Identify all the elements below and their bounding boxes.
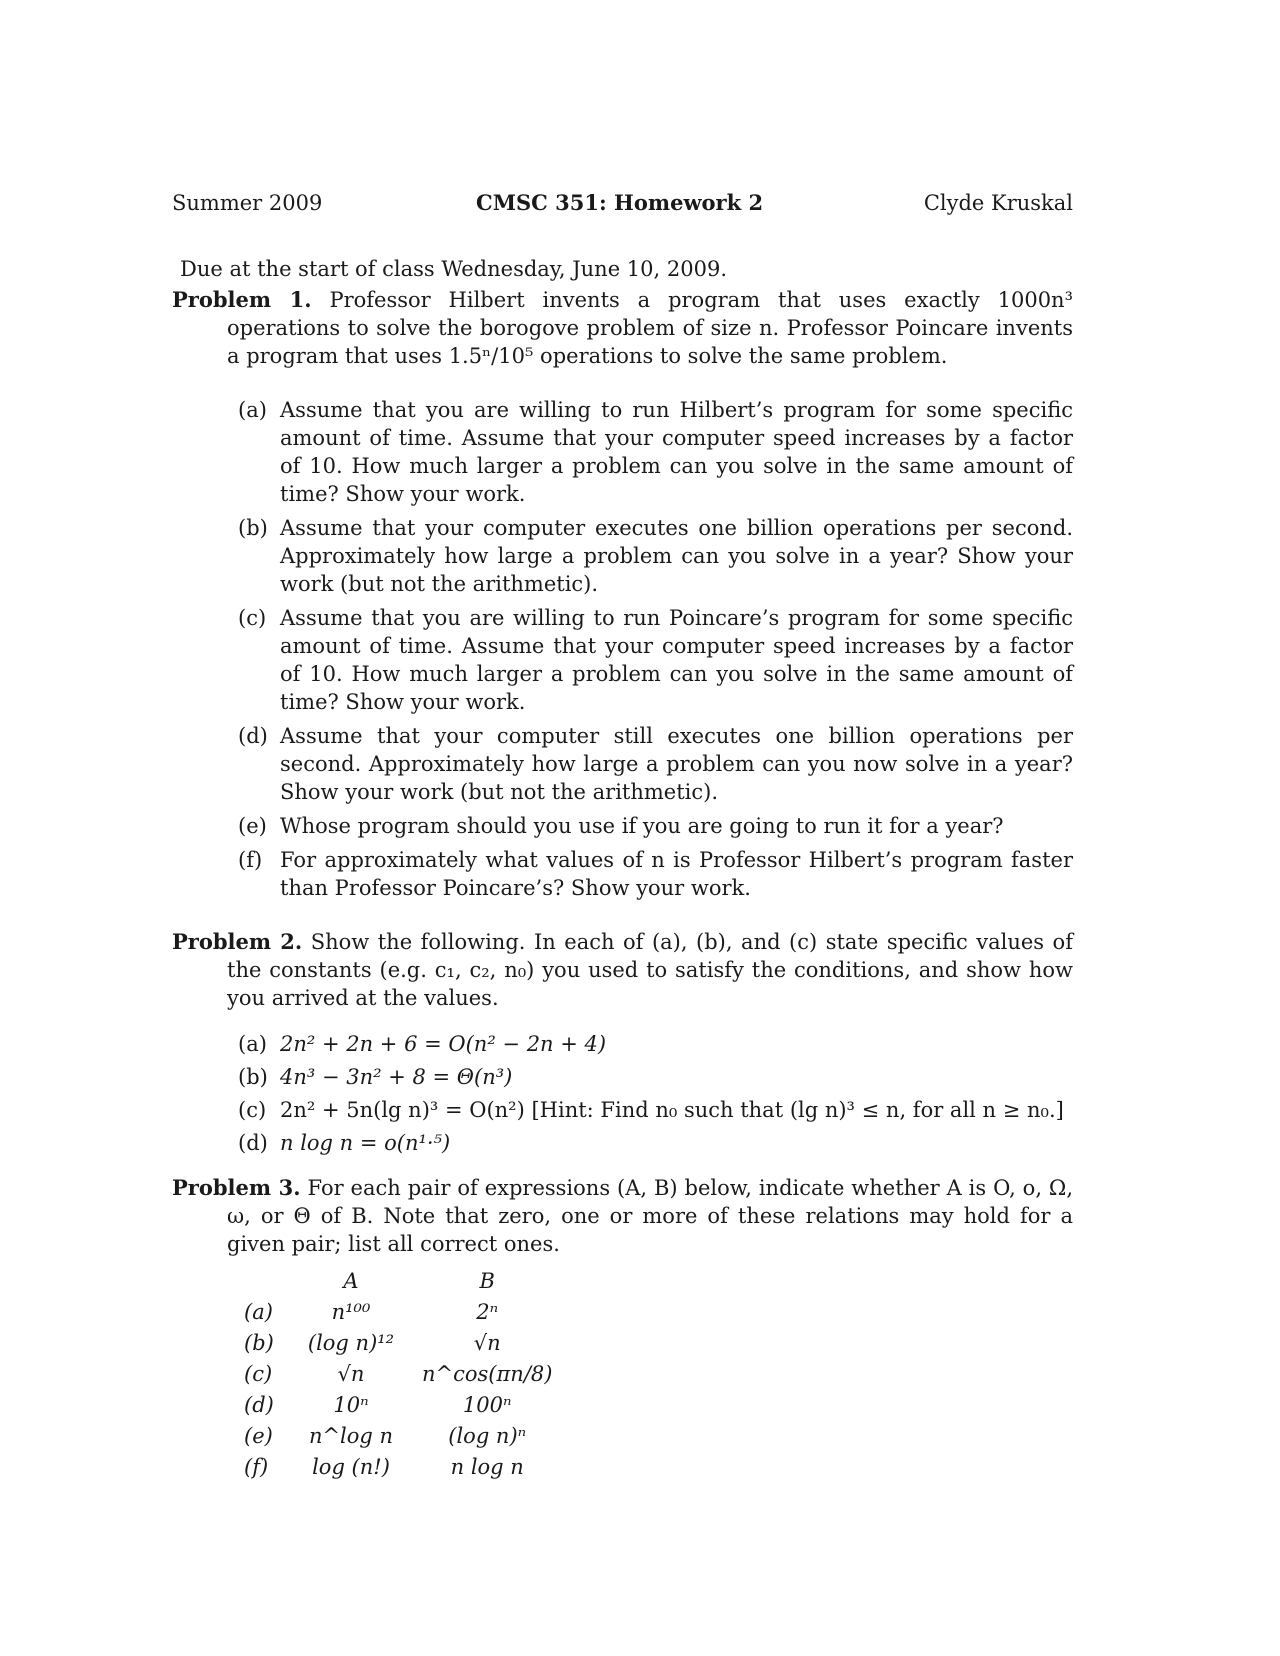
- problem-2-items: [238, 1030, 1073, 1163]
- problem-3: [172, 1174, 1073, 1258]
- list-item: [238, 722, 1073, 806]
- item-label: (d): [238, 1131, 268, 1155]
- expr-b: 2ⁿ: [476, 1300, 499, 1324]
- problem-2: [172, 928, 1073, 1012]
- table-row: [236, 1421, 560, 1452]
- list-item: [238, 1030, 1073, 1058]
- row-label: (c): [244, 1362, 273, 1386]
- row-label: (e): [244, 1424, 273, 1448]
- row-label: (d): [244, 1393, 274, 1417]
- due-date: Due at the start of class Wednesday, June 10, 2009.: [180, 257, 727, 281]
- item-formula: 2n² + 2n + 6 = O(n² − 2n + 4): [280, 1032, 607, 1056]
- row-label: (b): [244, 1331, 274, 1355]
- problem-1-text: Professor Hilbert invents a program that uses exactly 1000n³ operations to solve the borogove problem of size n. Professor Poincare invents a program that uses 1.5ⁿ/10⁵ operations to solve the same problem.: [227, 288, 1074, 368]
- item-text: Assume that your computer still executes one billion operations per second. Approximately how large a problem can you now solve in a year? Show your work (but not the arithmetic).: [280, 724, 1073, 804]
- list-item: [238, 604, 1073, 716]
- expr-a: n^log n: [308, 1424, 394, 1448]
- item-formula: 2n² + 5n(lg n)³ = O(n²) [Hint: Find n₀ such that (lg n)³ ≤ n, for all n ≥ n₀.]: [280, 1098, 1064, 1122]
- item-label: (c): [238, 606, 267, 630]
- list-item: [238, 396, 1073, 508]
- column-b-header: B: [479, 1269, 495, 1293]
- table-row: [236, 1328, 560, 1359]
- expr-a: n¹⁰⁰: [331, 1300, 371, 1324]
- table-row: [236, 1297, 560, 1328]
- item-text: For approximately what values of n is Professor Hilbert’s program faster than Professor Poincare’s? Show your work.: [280, 848, 1073, 900]
- item-text: Assume that you are willing to run Hilbert’s program for some specific amount of time. Assume that your computer speed increases by a factor of 10. How much larger a problem can you solve in the same amount of time? Show your work.: [280, 398, 1073, 506]
- item-text: Assume that your computer executes one billion operations per second. Approximately how large a problem can you solve in a year? Show your work (but not the arithmetic).: [280, 516, 1073, 596]
- table-row: [236, 1452, 560, 1483]
- problem-1: [172, 286, 1073, 370]
- problem-1-label: Problem 1.: [172, 287, 312, 312]
- list-item: [238, 1096, 1073, 1124]
- row-label: (f): [244, 1455, 269, 1479]
- column-a-header: A: [343, 1269, 359, 1293]
- item-text: Whose program should you use if you are going to run it for a year?: [280, 814, 1004, 838]
- item-label: (c): [238, 1098, 267, 1122]
- item-label: (e): [238, 814, 267, 838]
- list-item: [238, 514, 1073, 598]
- item-formula: 4n³ − 3n² + 8 = Θ(n³): [280, 1065, 513, 1089]
- problem-2-text: Show the following. In each of (a), (b), and (c) state specific values of the constants (e.g. c₁, c₂, n₀) you used to satisfy the conditions, and show how you arrived at the values.: [227, 930, 1073, 1010]
- expr-a: 10ⁿ: [333, 1393, 369, 1417]
- table-row: [236, 1390, 560, 1421]
- problem-1-items: [238, 396, 1073, 908]
- expression-pairs-table: [236, 1266, 560, 1483]
- header-title: CMSC 351: Homework 2: [476, 190, 764, 215]
- expr-b: n log n: [450, 1455, 524, 1479]
- row-label: (a): [244, 1300, 273, 1324]
- table-row: [236, 1359, 560, 1390]
- expr-a: (log n)¹²: [307, 1331, 395, 1355]
- expr-a: √n: [337, 1362, 365, 1386]
- item-label: (a): [238, 1032, 267, 1056]
- item-label: (d): [238, 724, 268, 748]
- expr-a: log (n!): [312, 1455, 390, 1479]
- item-text: Assume that you are willing to run Poincare’s program for some specific amount of time. Assume that your computer speed increases by a factor of 10. How much larger a problem can you solve in the same amount of time? Show your work.: [280, 606, 1073, 714]
- list-item: [238, 812, 1073, 840]
- list-item: [238, 1129, 1073, 1157]
- item-label: (b): [238, 516, 268, 540]
- table-header-row: [236, 1266, 560, 1297]
- item-label: (f): [238, 848, 263, 872]
- problem-3-label: Problem 3.: [172, 1175, 301, 1200]
- expr-b: √n: [473, 1331, 501, 1355]
- header-author: Clyde Kruskal: [923, 191, 1073, 215]
- expr-b: 100ⁿ: [462, 1393, 512, 1417]
- list-item: [238, 846, 1073, 902]
- problem-3-text: For each pair of expressions (A, B) below, indicate whether A is O, o, Ω, ω, or Θ of B. Note that zero, one or more of these relations may hold for a given pair; list all correct ones.: [227, 1176, 1074, 1256]
- header-term: Summer 2009: [172, 191, 323, 215]
- item-label: (b): [238, 1065, 268, 1089]
- problem-2-label: Problem 2.: [172, 929, 303, 954]
- item-formula: n log n = o(n¹·⁵): [280, 1131, 451, 1155]
- list-item: [238, 1063, 1073, 1091]
- expr-b: n^cos(πn/8): [422, 1362, 553, 1386]
- expr-b: (log n)ⁿ: [448, 1424, 527, 1448]
- item-label: (a): [238, 398, 267, 422]
